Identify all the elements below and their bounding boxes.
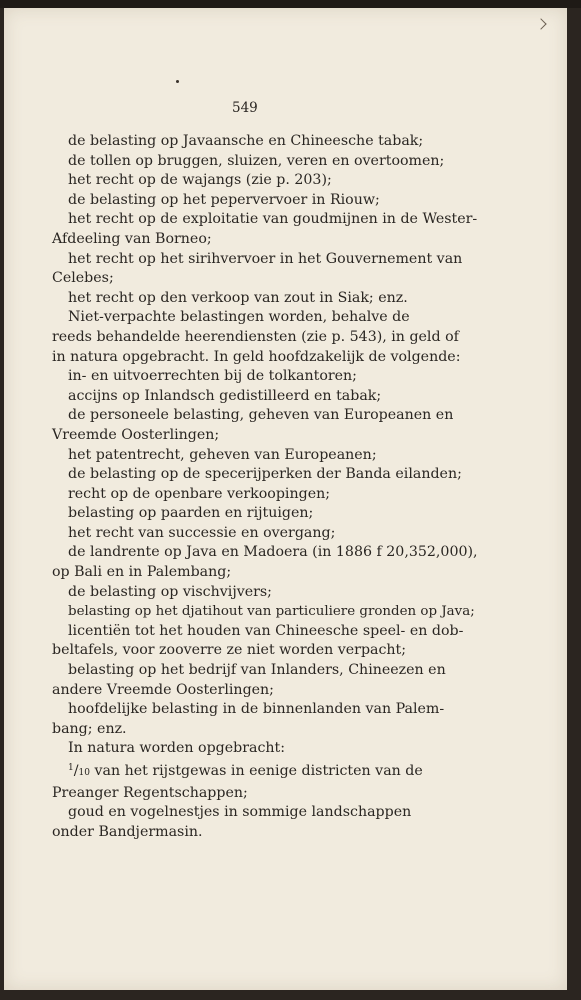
text-line: andere Vreemde Oosterlingen; bbox=[52, 681, 274, 698]
text-line: de belasting op de specerijperken der Banda eilanden; bbox=[68, 466, 462, 483]
text-line: bang; enz. bbox=[52, 720, 127, 737]
text-line: de belasting op het pepervervoer in Riouw; bbox=[68, 191, 380, 208]
print-speck bbox=[176, 80, 179, 83]
text-line: belasting op het djatihout van particuliere gronden op Java; bbox=[68, 604, 475, 620]
text-line: recht op de openbare verkoopingen; bbox=[68, 485, 331, 502]
text-line: accijns op Inlandsch gedistilleerd en tabak; bbox=[68, 387, 382, 404]
fraction-line: $^1$/10 van het rijstgewas in eenige districten van de bbox=[68, 763, 423, 779]
text-line: belasting op het bedrijf van Inlanders, Chineezen en bbox=[68, 662, 446, 679]
fraction-numerator: 1 bbox=[68, 763, 74, 773]
text-line: de tollen op bruggen, sluizen, veren en overtoomen; bbox=[68, 152, 445, 169]
text-line: de belasting op vischvijvers; bbox=[68, 583, 272, 600]
text-line: Celebes; bbox=[52, 270, 114, 287]
text-line: het patentrecht, geheven van Europeanen; bbox=[68, 446, 377, 463]
page-body bbox=[52, 132, 478, 842]
text-line: het recht van successie en overgang; bbox=[68, 524, 336, 541]
text-line: Preanger Regentschappen; bbox=[52, 784, 248, 801]
text-line: belasting op paarden en rijtuigen; bbox=[68, 505, 314, 522]
text-line: reeds behandelde heerendiensten (zie p. 543), in geld of bbox=[52, 328, 459, 345]
text-line: de belasting op Javaansche en Chineesche tabak; bbox=[68, 133, 424, 149]
text-line: het recht op het sirihvervoer in het Gouvernement van bbox=[68, 250, 463, 267]
text-line: het recht op den verkoop van zout in Siak; enz. bbox=[68, 289, 408, 306]
text-line: van het rijstgewas in eenige districten van de bbox=[94, 763, 423, 779]
book-page bbox=[4, 8, 567, 990]
text-line: Vreemde Oosterlingen; bbox=[52, 426, 220, 443]
text-line: goud en vogelnestjes in sommige landschappen bbox=[68, 804, 412, 821]
text-line: licentiën tot het houden van Chineesche speel- en dob- bbox=[68, 622, 464, 639]
page-number: 549 bbox=[232, 100, 258, 116]
text-line: Afdeeling van Borneo; bbox=[52, 230, 212, 247]
text-line: in- en uitvoerrechten bij de tolkantoren; bbox=[68, 368, 357, 385]
text-line: in natura opgebracht. In geld hoofdzakelijk de volgende: bbox=[52, 348, 461, 365]
text-line: In natura worden opgebracht: bbox=[68, 740, 286, 757]
text-line: onder Bandjermasin. bbox=[52, 823, 203, 840]
text-line: het recht op de wajangs (zie p. 203); bbox=[68, 172, 332, 189]
text-line: beltafels, voor zooverre ze niet worden verpacht; bbox=[52, 642, 407, 659]
scan-border bbox=[0, 0, 581, 8]
text-line: de personeele belasting, geheven van Europeanen en bbox=[68, 407, 454, 424]
fraction-denominator: 10 bbox=[78, 768, 90, 778]
text-line: de landrente op Java en Madoera (in 1886 f 20,352,000), bbox=[68, 544, 478, 561]
text-line: op Bali en in Palembang; bbox=[52, 564, 232, 581]
text-line: hoofdelijke belasting in de binnenlanden van Palem- bbox=[68, 701, 445, 718]
page-corner-mark bbox=[535, 18, 546, 29]
text-line: Niet-verpachte belastingen worden, behalve de bbox=[68, 309, 410, 326]
text-line: het recht op de exploitatie van goudmijnen in de Wester- bbox=[68, 211, 478, 228]
